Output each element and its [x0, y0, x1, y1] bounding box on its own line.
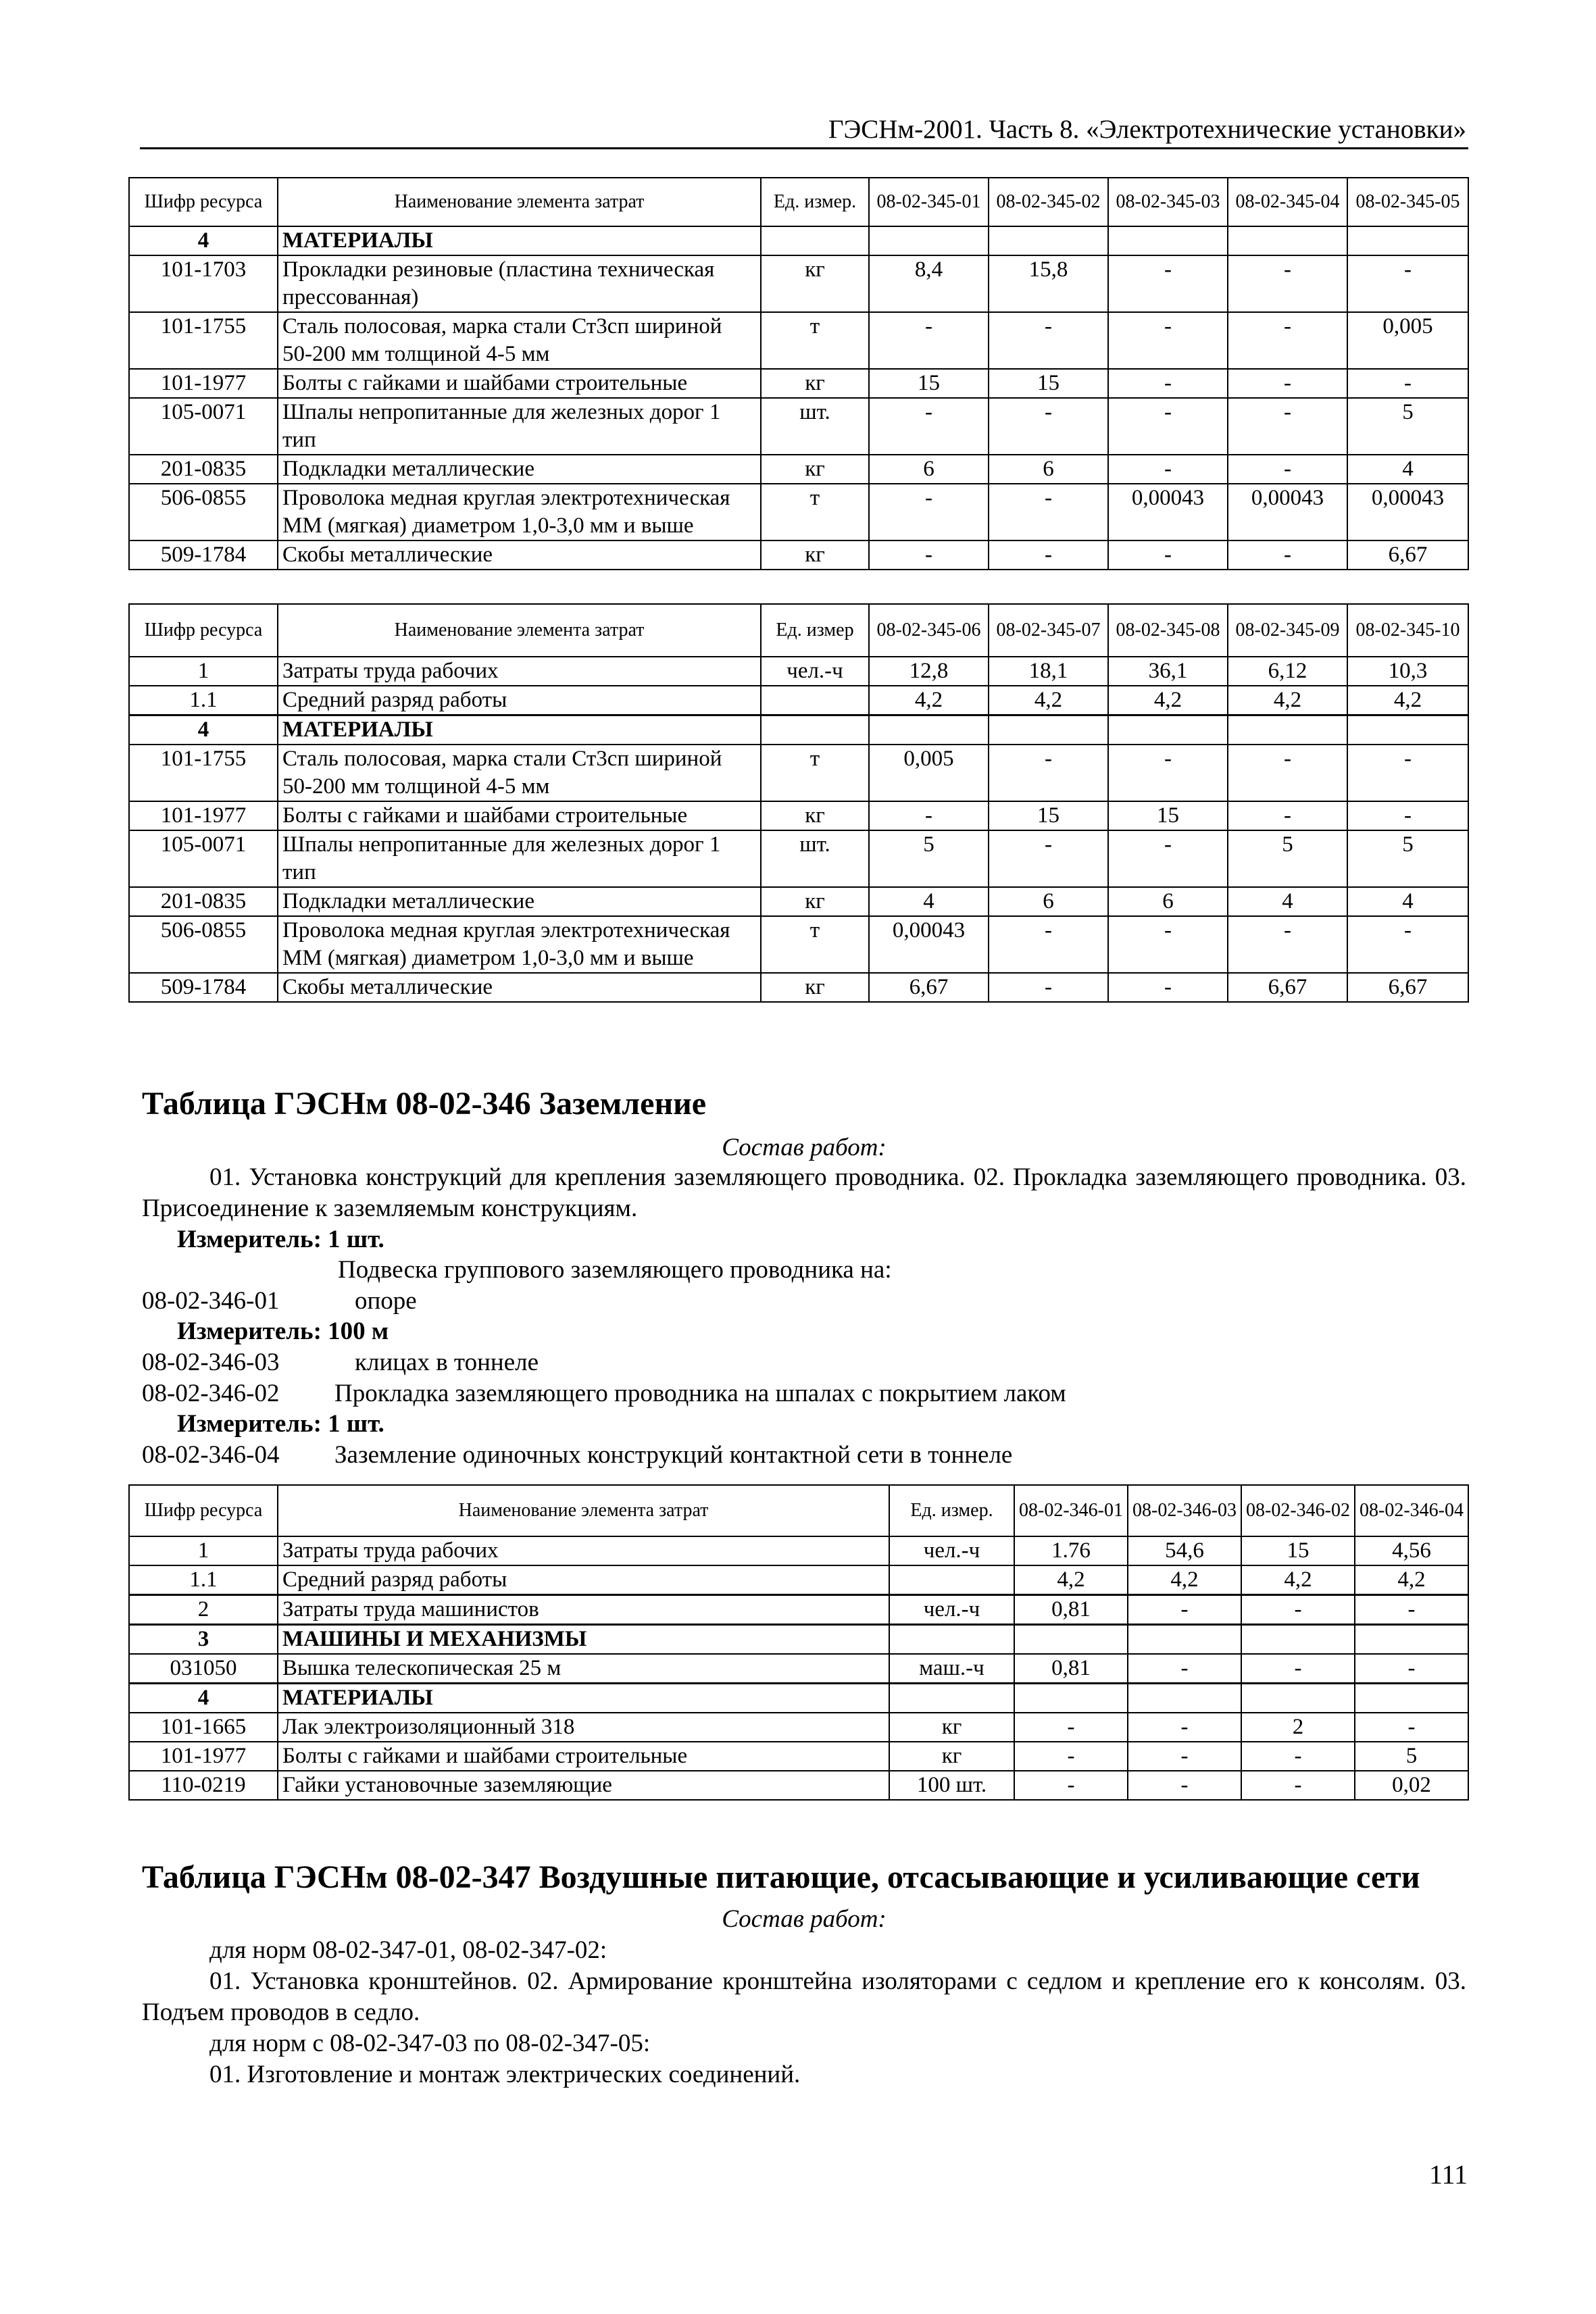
norm-code: 08-02-346-04 [142, 1441, 280, 1469]
cell-unit: т [761, 484, 869, 540]
cell-value: 4 [1228, 887, 1347, 916]
cell-value: 12,8 [869, 657, 989, 686]
table-row [129, 484, 1468, 540]
table-row [129, 745, 1468, 801]
table-body [129, 1536, 1468, 1800]
cell-value: - [1108, 745, 1228, 801]
cell-value: 6 [989, 887, 1108, 916]
cell-value [1108, 226, 1228, 255]
col-header-name: Наименование элемента затрат [278, 604, 761, 657]
cell-name: Скобы металлические [278, 973, 761, 1002]
col-header-unit: Ед. измер [761, 604, 869, 657]
col-header-name: Наименование элемента затрат [278, 178, 761, 226]
norm-code: 08-02-346-02 [142, 1380, 280, 1407]
cell-name: Прокладки резиновые (пластина техническая прессованная) [278, 255, 761, 312]
cell-value: 0,81 [1014, 1654, 1128, 1684]
table-row [129, 973, 1468, 1002]
cell-value: 15 [989, 801, 1108, 830]
table-row [129, 1654, 1468, 1684]
cell-name: МАТЕРИАЛЫ [278, 1684, 889, 1713]
cell-value [1014, 1625, 1128, 1655]
cell-code: 1.1 [129, 686, 278, 715]
cell-code: 1 [129, 657, 278, 686]
cell-value [1241, 1684, 1355, 1713]
measure-label: Измеритель: 100 м [177, 1317, 389, 1345]
table-body [129, 657, 1468, 1002]
table-row [129, 1713, 1468, 1742]
cell-value: 6,67 [1347, 973, 1468, 1002]
cell-name: МАТЕРИАЛЫ [278, 715, 761, 745]
cell-value: - [869, 801, 989, 830]
cell-value: 4,2 [1241, 1565, 1355, 1595]
cell-value: 15,8 [989, 255, 1108, 312]
cell-value: 8,4 [869, 255, 989, 312]
cell-unit: кг [761, 369, 869, 398]
cell-unit: кг [889, 1742, 1014, 1771]
cell-value [1128, 1625, 1241, 1655]
work-description: 01. Установка конструкций для крепления заземляющего проводника. 02. Прокладка заземляющего проводника. 03. Присоединение к заземляемым конструкциям. [142, 1163, 1466, 1222]
cell-code: 101-1977 [129, 369, 278, 398]
norms-scope: для норм с 08-02-347-03 по 08-02-347-05: [209, 2030, 651, 2057]
cell-name: Шпалы непропитанные для железных дорог 1 тип [278, 830, 761, 887]
table-body [129, 226, 1468, 570]
cell-name: МАТЕРИАЛЫ [278, 226, 761, 255]
cell-name: Вышка телескопическая 25 м [278, 1654, 889, 1684]
cell-name: Гайки установочные заземляющие [278, 1771, 889, 1800]
cell-value: 6 [869, 455, 989, 484]
cell-value: - [1228, 745, 1347, 801]
cell-unit: кг [761, 801, 869, 830]
cell-value: 36,1 [1108, 657, 1228, 686]
table-row [129, 887, 1468, 916]
cell-value: 10,3 [1347, 657, 1468, 686]
cell-value: 5 [1355, 1742, 1468, 1771]
col-header-norm: 08-02-345-07 [989, 604, 1108, 657]
cell-unit: 100 шт. [889, 1771, 1014, 1800]
cell-unit: т [761, 312, 869, 369]
cell-value: - [1108, 255, 1228, 312]
cell-code: 509-1784 [129, 973, 278, 1002]
cell-value: 6,67 [1347, 540, 1468, 570]
cell-name: Скобы металлические [278, 540, 761, 570]
cell-name: Затраты труда рабочих [278, 1536, 889, 1565]
col-header-norm: 08-02-345-05 [1347, 178, 1468, 226]
cell-code: 201-0835 [129, 887, 278, 916]
cell-unit [889, 1684, 1014, 1713]
cell-value: - [1108, 830, 1228, 887]
cell-value: - [1241, 1771, 1355, 1800]
table-row [129, 312, 1468, 369]
cell-value: - [1355, 1713, 1468, 1742]
cell-value: - [1128, 1742, 1241, 1771]
cell-name: Сталь полосовая, марка стали Ст3сп шириной 50-200 мм толщиной 4-5 мм [278, 745, 761, 801]
cell-value: - [1228, 540, 1347, 570]
cell-name: Затраты труда машинистов [278, 1595, 889, 1625]
cell-value: 0,00043 [1228, 484, 1347, 540]
cell-value: 5 [1347, 830, 1468, 887]
cell-value: - [1228, 398, 1347, 455]
table-row [129, 1771, 1468, 1800]
cell-code: 1.1 [129, 1565, 278, 1595]
cell-value: 4 [869, 887, 989, 916]
table-row [129, 1625, 1468, 1655]
work-composition-label: Состав работ: [722, 1134, 887, 1161]
cell-code: 105-0071 [129, 398, 278, 455]
cell-code: 101-1703 [129, 255, 278, 312]
cell-value: - [1108, 540, 1228, 570]
cell-unit: кг [761, 540, 869, 570]
cell-code: 201-0835 [129, 455, 278, 484]
measure-label: Измеритель: 1 шт. [177, 1226, 384, 1253]
page-number: 111 [1428, 2159, 1468, 2190]
col-header-code: Шифр ресурса [129, 178, 278, 226]
table-row [129, 686, 1468, 715]
table-row [129, 1684, 1468, 1713]
cell-value: - [1355, 1595, 1468, 1625]
col-header-norm: 08-02-345-10 [1347, 604, 1468, 657]
cell-value: - [989, 916, 1108, 973]
table-row [129, 1595, 1468, 1625]
work-description: 01. Установка кронштейнов. 02. Армирование кронштейна изоляторами с седлом и крепление его к консолям. 03. Подъем проводов в седло. [142, 1967, 1466, 2026]
cell-value: 4,2 [1014, 1565, 1128, 1595]
cell-value: - [1347, 369, 1468, 398]
col-header-norm: 08-02-345-02 [989, 178, 1108, 226]
cell-value: - [989, 398, 1108, 455]
cell-value [1228, 715, 1347, 745]
cell-name: МАШИНЫ И МЕХАНИЗМЫ [278, 1625, 889, 1655]
cell-value: 54,6 [1128, 1536, 1241, 1565]
cell-unit: т [761, 916, 869, 973]
cell-value [1241, 1625, 1355, 1655]
cell-value: - [869, 312, 989, 369]
cell-value: - [1241, 1742, 1355, 1771]
cell-value: 5 [1347, 398, 1468, 455]
cell-name: Лак электроизоляционный 318 [278, 1713, 889, 1742]
col-header-code: Шифр ресурса [129, 604, 278, 657]
cell-value: - [1228, 455, 1347, 484]
cell-value: - [1228, 369, 1347, 398]
cell-unit [889, 1565, 1014, 1595]
cell-name: Подкладки металлические [278, 455, 761, 484]
cell-value: 0,00043 [869, 916, 989, 973]
col-header-norm: 08-02-345-04 [1228, 178, 1347, 226]
cell-value: - [1128, 1713, 1241, 1742]
cell-value: - [1014, 1713, 1128, 1742]
cell-value: - [1241, 1654, 1355, 1684]
table-row [129, 255, 1468, 312]
table-row [129, 830, 1468, 887]
cell-value: - [869, 484, 989, 540]
cell-code: 4 [129, 1684, 278, 1713]
cell-value: 0,005 [1347, 312, 1468, 369]
cell-value: - [1108, 455, 1228, 484]
table-row [129, 455, 1468, 484]
cell-value: 15 [1108, 801, 1228, 830]
cell-value: - [1108, 369, 1228, 398]
cell-unit: кг [761, 255, 869, 312]
table-row [129, 715, 1468, 745]
cell-unit: кг [761, 887, 869, 916]
cell-unit [889, 1625, 1014, 1655]
table-row [129, 540, 1468, 570]
cell-unit: т [761, 745, 869, 801]
table-row [129, 1536, 1468, 1565]
norm-text: Прокладка заземляющего проводника на шпалах с покрытием лаком [334, 1380, 1066, 1407]
cell-code: 4 [129, 226, 278, 255]
table-row [129, 916, 1468, 973]
cell-value: - [1355, 1654, 1468, 1684]
cell-value: 4 [1347, 887, 1468, 916]
norm-text: клицах в тоннеле [355, 1349, 539, 1376]
cell-code: 101-1665 [129, 1713, 278, 1742]
cell-value: - [989, 484, 1108, 540]
section-title-347: Таблица ГЭСНм 08-02-347 Воздушные питающие, отсасывающие и усиливающие сети [142, 1859, 1420, 1895]
cell-value: - [1347, 801, 1468, 830]
cell-value: 6,67 [1228, 973, 1347, 1002]
cell-value: 4,2 [989, 686, 1108, 715]
cell-value: - [869, 398, 989, 455]
col-header-norm: 08-02-346-03 [1128, 1485, 1241, 1536]
cell-name: Средний разряд работы [278, 1565, 889, 1595]
cell-value: 15 [989, 369, 1108, 398]
cell-value: 4,2 [869, 686, 989, 715]
cell-value [1228, 226, 1347, 255]
norm-text: Заземление одиночных конструкций контактной сети в тоннеле [334, 1441, 1013, 1469]
cell-value: 4,2 [1128, 1565, 1241, 1595]
cell-code: 101-1755 [129, 745, 278, 801]
cell-value: - [1108, 916, 1228, 973]
col-header-norm: 08-02-346-01 [1014, 1485, 1128, 1536]
cell-code: 3 [129, 1625, 278, 1655]
cell-name: Затраты труда рабочих [278, 657, 761, 686]
col-header-code: Шифр ресурса [129, 1485, 278, 1536]
cell-value [1355, 1684, 1468, 1713]
cell-value: 1.76 [1014, 1536, 1128, 1565]
cell-value: - [1347, 255, 1468, 312]
cell-unit: чел.-ч [889, 1595, 1014, 1625]
cell-value: 6 [989, 455, 1108, 484]
cell-value: - [1347, 916, 1468, 973]
cell-unit: кг [761, 973, 869, 1002]
cell-value: 0,02 [1355, 1771, 1468, 1800]
cell-name: Болты с гайками и шайбами строительные [278, 1742, 889, 1771]
cell-value: 0,81 [1014, 1595, 1128, 1625]
cell-value [1355, 1625, 1468, 1655]
work-description: 01. Изготовление и монтаж электрических соединений. [209, 2061, 801, 2088]
cell-value [1128, 1684, 1241, 1713]
cell-value: 6 [1108, 887, 1228, 916]
cell-code: 1 [129, 1536, 278, 1565]
cell-code: 105-0071 [129, 830, 278, 887]
cell-value: - [1108, 312, 1228, 369]
cell-value: - [1128, 1771, 1241, 1800]
col-header-norm: 08-02-345-09 [1228, 604, 1347, 657]
cell-unit [761, 226, 869, 255]
cell-name: Сталь полосовая, марка стали Ст3сп шириной 50-200 мм толщиной 4-5 мм [278, 312, 761, 369]
cell-value: 18,1 [989, 657, 1108, 686]
col-header-norm: 08-02-345-03 [1108, 178, 1228, 226]
subsection-heading: Подвеска группового заземляющего проводника на: [338, 1256, 892, 1284]
cell-value: 4,2 [1228, 686, 1347, 715]
cell-value: 6,12 [1228, 657, 1347, 686]
cell-value: - [1228, 312, 1347, 369]
cell-code: 2 [129, 1595, 278, 1625]
col-header-norm: 08-02-345-08 [1108, 604, 1228, 657]
cell-code: 506-0855 [129, 916, 278, 973]
cell-value: 4,2 [1347, 686, 1468, 715]
cell-value: - [1228, 801, 1347, 830]
cell-value: - [1108, 398, 1228, 455]
col-header-unit: Ед. измер. [761, 178, 869, 226]
col-header-norm: 08-02-346-04 [1355, 1485, 1468, 1536]
page-header: ГЭСНм-2001. Часть 8. «Электротехнические установки» [828, 115, 1466, 144]
table-row [129, 369, 1468, 398]
table-row [129, 1565, 1468, 1595]
cell-code: 509-1784 [129, 540, 278, 570]
cell-value: - [1241, 1595, 1355, 1625]
cell-value: - [989, 312, 1108, 369]
resource-table-345-part1 [128, 177, 1469, 570]
cell-code: 4 [129, 715, 278, 745]
cell-unit: чел.-ч [761, 657, 869, 686]
cell-value: - [989, 540, 1108, 570]
cell-value [869, 715, 989, 745]
cell-value: - [1014, 1771, 1128, 1800]
cell-value [989, 715, 1108, 745]
cell-code: 101-1755 [129, 312, 278, 369]
cell-value: - [1108, 973, 1228, 1002]
norm-code: 08-02-346-01 [142, 1287, 280, 1315]
cell-unit: кг [889, 1713, 1014, 1742]
cell-value: 15 [1241, 1536, 1355, 1565]
cell-unit: шт. [761, 830, 869, 887]
cell-value: 4,56 [1355, 1536, 1468, 1565]
resource-table-345-part2 [128, 603, 1469, 1003]
cell-value: 0,005 [869, 745, 989, 801]
cell-value: - [1128, 1595, 1241, 1625]
resource-table-346 [128, 1484, 1469, 1801]
cell-value [1347, 226, 1468, 255]
measure-label: Измеритель: 1 шт. [177, 1410, 384, 1438]
cell-value: 2 [1241, 1713, 1355, 1742]
cell-value: - [989, 745, 1108, 801]
table-row [129, 398, 1468, 455]
norms-scope: для норм 08-02-347-01, 08-02-347-02: [209, 1936, 607, 1964]
cell-value [1108, 715, 1228, 745]
cell-name: Проволока медная круглая электротехническая ММ (мягкая) диаметром 1,0-3,0 мм и выше [278, 916, 761, 973]
cell-name: Шпалы непропитанные для железных дорог 1 тип [278, 398, 761, 455]
cell-value: 5 [869, 830, 989, 887]
table-row [129, 1742, 1468, 1771]
cell-code: 110-0219 [129, 1771, 278, 1800]
cell-value [869, 226, 989, 255]
table-row [129, 801, 1468, 830]
cell-value: - [989, 830, 1108, 887]
table-row [129, 657, 1468, 686]
cell-value: 0,00043 [1347, 484, 1468, 540]
col-header-norm: 08-02-346-02 [1241, 1485, 1355, 1536]
cell-name: Подкладки металлические [278, 887, 761, 916]
cell-code: 101-1977 [129, 1742, 278, 1771]
section-title-346: Таблица ГЭСНм 08-02-346 Заземление [142, 1086, 707, 1122]
cell-value: - [1014, 1742, 1128, 1771]
norm-code: 08-02-346-03 [142, 1349, 280, 1376]
work-composition-label: Состав работ: [722, 1905, 887, 1933]
header-rule [140, 147, 1468, 149]
cell-value: 4 [1347, 455, 1468, 484]
cell-value [1014, 1684, 1128, 1713]
cell-value: 5 [1228, 830, 1347, 887]
cell-unit: кг [761, 455, 869, 484]
col-header-norm: 08-02-345-01 [869, 178, 989, 226]
col-header-name: Наименование элемента затрат [278, 1485, 889, 1536]
cell-value: - [989, 973, 1108, 1002]
table-row [129, 226, 1468, 255]
cell-name: Средний разряд работы [278, 686, 761, 715]
cell-unit [761, 686, 869, 715]
cell-value [1347, 715, 1468, 745]
cell-value: 4,2 [1355, 1565, 1468, 1595]
cell-value: 0,00043 [1108, 484, 1228, 540]
cell-value: - [1228, 255, 1347, 312]
cell-unit: маш.-ч [889, 1654, 1014, 1684]
cell-name: Проволока медная круглая электротехническая ММ (мягкая) диаметром 1,0-3,0 мм и выше [278, 484, 761, 540]
cell-unit: шт. [761, 398, 869, 455]
cell-unit [761, 715, 869, 745]
cell-unit: чел.-ч [889, 1536, 1014, 1565]
col-header-norm: 08-02-345-06 [869, 604, 989, 657]
cell-value: - [1347, 745, 1468, 801]
cell-value: - [1128, 1654, 1241, 1684]
norm-text: опоре [355, 1287, 417, 1315]
cell-code: 101-1977 [129, 801, 278, 830]
cell-code: 031050 [129, 1654, 278, 1684]
cell-value: - [1228, 916, 1347, 973]
cell-name: Болты с гайками и шайбами строительные [278, 801, 761, 830]
cell-value: 6,67 [869, 973, 989, 1002]
cell-value: 4,2 [1108, 686, 1228, 715]
col-header-unit: Ед. измер. [889, 1485, 1014, 1536]
cell-value [989, 226, 1108, 255]
cell-value: - [869, 540, 989, 570]
cell-value: 15 [869, 369, 989, 398]
cell-name: Болты с гайками и шайбами строительные [278, 369, 761, 398]
cell-code: 506-0855 [129, 484, 278, 540]
